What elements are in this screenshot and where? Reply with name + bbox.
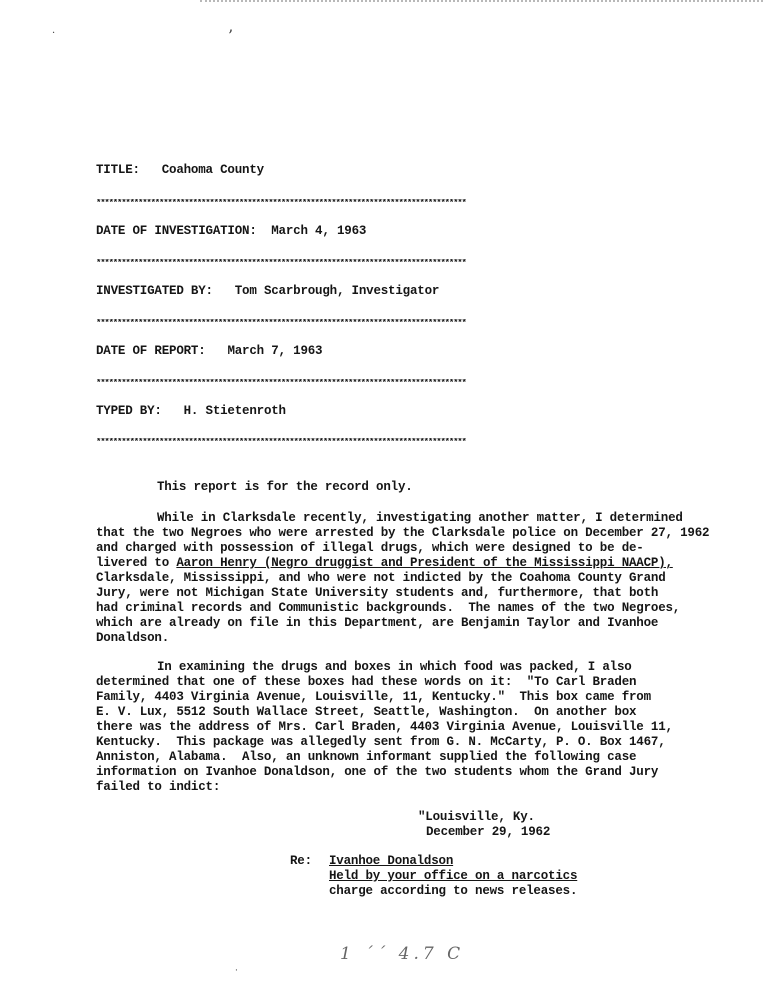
paragraph-2-line: Family, 4403 Virginia Avenue, Louisville, 11, Kentucky." This box came from xyxy=(96,690,651,704)
paragraph-2-line: In examining the drugs and boxes in which food was packed, I also xyxy=(157,660,632,674)
paragraph-2-line: determined that one of these boxes had these words on it: "To Carl Braden xyxy=(96,675,637,689)
scan-speck: · xyxy=(235,966,238,976)
separator-line: **************************************************************************************** xyxy=(96,259,466,268)
letter-date: December 29, 1962 xyxy=(426,825,551,839)
handwritten-file-number: 1 ´´ 4.7 C xyxy=(340,944,465,964)
paragraph-2-line: Anniston, Alabama. Also, an unknown informant supplied the following case xyxy=(96,750,637,764)
paragraph-2-line: Kentucky. This package was allegedly sent from G. N. McCarty, P. O. Box 1467, xyxy=(96,735,666,749)
separator-line: **************************************************************************************** xyxy=(96,199,466,208)
re-line-2: Held by your office on a narcotics xyxy=(329,869,578,883)
aaron-henry-underlined: Aaron Henry (Negro druggist and President of the Mississippi NAACP), xyxy=(176,556,673,570)
re-subject-name: Ivanhoe Donaldson xyxy=(329,854,454,868)
re-line-3: charge according to news releases. xyxy=(329,884,578,898)
paragraph-1-line: Jury, were not Michigan State University students and, furthermore, that both xyxy=(96,586,659,600)
scan-edge-dots xyxy=(200,0,763,4)
record-only-statement: This report is for the record only. xyxy=(157,480,413,494)
separator-line: **************************************************************************************** xyxy=(96,319,466,328)
re-label: Re: xyxy=(290,854,312,868)
paragraph-1-line: While in Clarksdale recently, investigating another matter, I determined xyxy=(157,511,683,525)
investigated-by-field: INVESTIGATED BY: Tom Scarbrough, Investigator xyxy=(96,284,440,298)
paragraph-1-line: that the two Negroes who were arrested by the Clarksdale police on December 27, 1962 xyxy=(96,526,710,540)
handwritten-tick: ’ xyxy=(228,26,234,45)
letter-place: "Louisville, Ky. xyxy=(418,810,535,824)
paragraph-1-line: Clarksdale, Mississippi, and who were not indicted by the Coahoma County Grand xyxy=(96,571,666,585)
paragraph-2-line: E. V. Lux, 5512 South Wallace Street, Seattle, Washington. On another box xyxy=(96,705,637,719)
typed-by-field: TYPED BY: H. Stietenroth xyxy=(96,404,286,418)
scan-speck: · xyxy=(52,28,56,39)
title-field: TITLE: Coahoma County xyxy=(96,163,264,177)
paragraph-2-line: there was the address of Mrs. Carl Braden, 4403 Virginia Avenue, Louisville 11, xyxy=(96,720,673,734)
paragraph-2-line: failed to indict: xyxy=(96,780,221,794)
separator-line: **************************************************************************************** xyxy=(96,438,466,447)
paragraph-1-line: which are already on file in this Department, are Benjamin Taylor and Ivanhoe xyxy=(96,616,659,630)
date-of-report-field: DATE OF REPORT: March 7, 1963 xyxy=(96,344,323,358)
paragraph-1-line: Donaldson. xyxy=(96,631,170,645)
paragraph-2-line: information on Ivanhoe Donaldson, one of the two students whom the Grand Jury xyxy=(96,765,659,779)
date-of-investigation-field: DATE OF INVESTIGATION: March 4, 1963 xyxy=(96,224,367,238)
paragraph-1-line: livered to Aaron Henry (Negro druggist and President of the Mississippi NAACP), xyxy=(96,556,673,570)
separator-line: **************************************************************************************** xyxy=(96,379,466,388)
paragraph-1-line: had criminal records and Communistic backgrounds. The names of the two Negroes, xyxy=(96,601,681,615)
paragraph-1-line: and charged with possession of illegal drugs, which were designed to be de- xyxy=(96,541,644,555)
